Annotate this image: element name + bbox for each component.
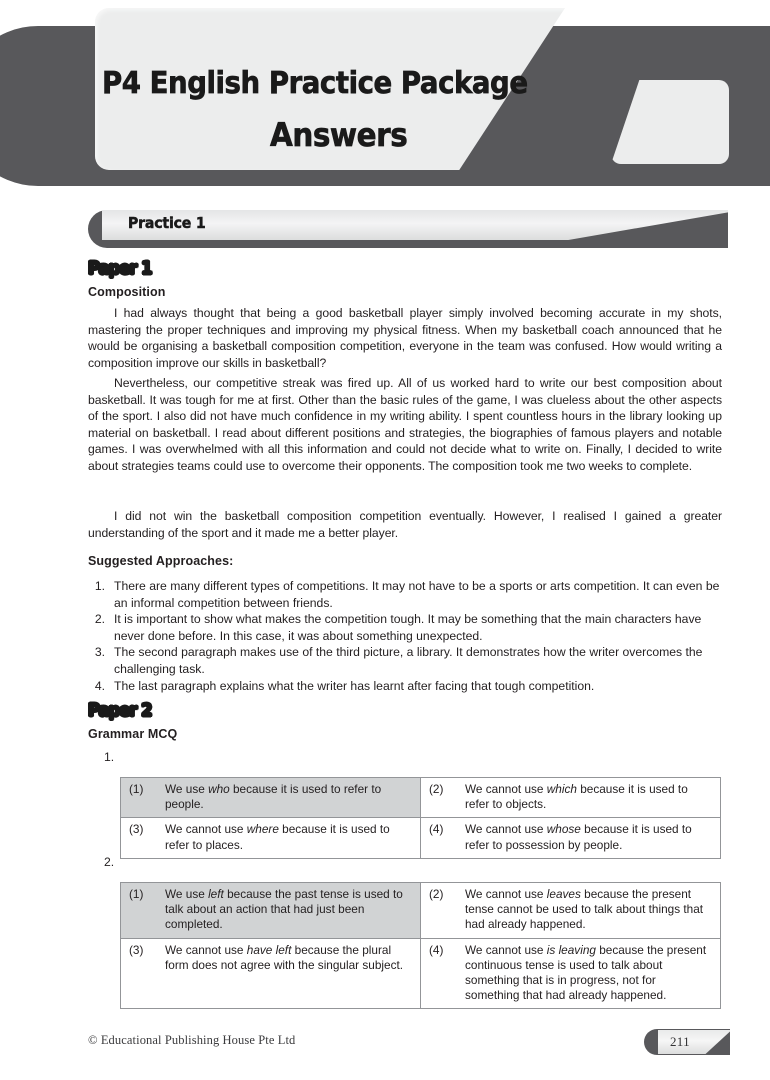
list-item-text: The last paragraph explains what the writer has learnt after facing that tough competition.: [114, 678, 595, 693]
option-text: [161, 883, 421, 939]
grammar-mcq-heading: Grammar MCQ: [88, 727, 178, 741]
option-label: (4): [421, 818, 462, 858]
option-text-italic: which: [546, 782, 577, 796]
list-item: [88, 644, 722, 677]
option-text-pre: We use: [165, 782, 209, 796]
mcq-table-question-1: [120, 777, 721, 859]
option-text-italic: leaves: [546, 887, 581, 901]
option-text-italic: where: [246, 822, 279, 837]
option-text-post: because it is used to refer to possession by people.: [465, 822, 692, 852]
option-text-italic: have left: [246, 942, 292, 957]
option-label: (1): [121, 883, 162, 939]
option-text-post: because the present tense cannot be used to talk about things that had already happened.: [465, 887, 704, 932]
paragraph-text: I did not win the basketball composition competition eventually. However, I realised I gained a greater understanding of the sport and it made me a better player.: [88, 509, 722, 540]
composition-paragraph-2: [88, 375, 722, 475]
option-text: [461, 778, 721, 818]
table-row: [121, 778, 721, 818]
practice-banner: [88, 210, 723, 248]
page-header: [0, 8, 770, 188]
suggested-approaches-heading: Suggested Approaches:: [88, 554, 234, 568]
practice-banner-label: Practice 1: [128, 214, 206, 232]
table-row: [121, 818, 721, 858]
list-item-text: It is important to show what makes the competition tough. It may be something that the main characters have never done before. In this case, it was about something unexpected.: [114, 612, 702, 643]
option-text-post: because it is used to refer to people.: [165, 782, 382, 812]
paper-1-heading: Paper 1: [88, 258, 152, 279]
option-label: (4): [421, 938, 462, 1009]
option-text-italic: who: [208, 782, 230, 796]
mcq-table-question-2: [120, 882, 721, 1009]
list-item-number: 3.: [94, 645, 105, 660]
list-item: [88, 611, 722, 644]
option-text-italic: whose: [546, 822, 581, 837]
option-text-post: because the past tense is used to talk about an action that had just been completed.: [165, 887, 403, 932]
list-item-number: 1.: [94, 579, 105, 593]
page-subtitle: Answers: [270, 116, 408, 154]
paper-2-heading: Paper 2: [88, 700, 152, 721]
paragraph-text: Nevertheless, our competitive streak was fired up. All of us worked hard to write our best composition about basketball. It was tough for me at first. Other than the basic rules of the game, I was clueless about the other aspects of the sport. I also did not have much confidence in my writing ability. I spent countless hours in the library looking up material on basketball. I read about different positions and strategies, the biographies of famous players and notable games. I was overwhelmed with all this information and could not decide what to write on. Finally, I decided to write about strategies teams could use to overcome their opponents. The composition took me two weeks to complete.: [88, 376, 722, 473]
option-label: (3): [121, 818, 162, 858]
option-text: [161, 818, 421, 858]
option-label: (2): [421, 778, 462, 818]
option-text: [161, 778, 421, 818]
option-text-post: because the present continuous tense is used to talk about something that is in progress, not for something that had already happened.: [465, 942, 707, 1003]
suggested-approaches-list: [88, 578, 722, 694]
question-number-1: 1.: [104, 750, 115, 764]
composition-heading: Composition: [88, 285, 166, 299]
composition-paragraph-1: [88, 305, 722, 371]
paragraph-text: I had always thought that being a good basketball player simply involved becoming accurate in my shots, mastering the proper techniques and improving my physical fitness. When my basketball coach announced that he would be organising a basketball composition competition, everyone in the team was confused. How would writing a composition improve our skills in basketball?: [88, 306, 722, 370]
option-text-post: because it is used to refer to objects.: [465, 782, 688, 812]
option-text-post: because the plural form does not agree with the singular subject.: [165, 942, 404, 972]
option-text: [461, 818, 721, 858]
option-text: [161, 938, 421, 1009]
page-title: P4 English Practice Package: [102, 66, 528, 101]
table-row: [121, 883, 721, 939]
table-row: [121, 938, 721, 1009]
list-item-text: The second paragraph makes use of the third picture, a library. It demonstrates how the writer overcomes the challenging task.: [114, 645, 703, 676]
list-item-number: 2.: [94, 612, 105, 627]
option-label: (3): [121, 938, 162, 1009]
option-text-pre: We cannot use: [465, 887, 547, 901]
page-number-badge: [644, 1029, 730, 1055]
option-label: (2): [421, 883, 462, 939]
question-number-2: 2.: [104, 855, 115, 869]
option-text: [461, 938, 721, 1009]
list-item-number: 4.: [94, 678, 105, 693]
option-text-pre: We use: [165, 887, 209, 901]
list-item: [88, 678, 722, 695]
option-text-pre: We cannot use: [165, 942, 247, 957]
composition-paragraph-3: [88, 508, 722, 541]
option-label: (1): [121, 778, 162, 818]
option-text-italic: left: [208, 887, 224, 901]
option-text-pre: We cannot use: [465, 782, 547, 796]
option-text-italic: is leaving: [546, 942, 596, 957]
list-item: [88, 578, 722, 611]
option-text-post: because it is used to refer to places.: [165, 822, 390, 852]
option-text-pre: We cannot use: [465, 942, 547, 957]
option-text: [461, 883, 721, 939]
option-text-pre: We cannot use: [465, 822, 547, 837]
page-number: 211: [670, 1034, 690, 1049]
footer-copyright: © Educational Publishing House Pte Ltd: [88, 1033, 296, 1047]
list-item-text: There are many different types of competitions. It may not have to be a sports or arts competition. It can even be an informal competition between friends.: [114, 579, 720, 610]
option-text-pre: We cannot use: [165, 822, 247, 837]
